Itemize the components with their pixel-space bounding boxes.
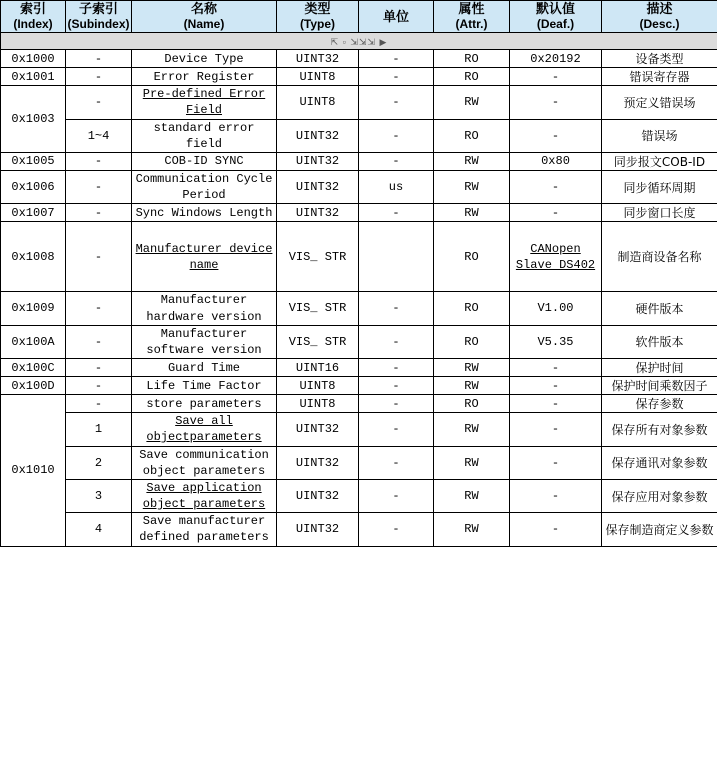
cell-attr: RO	[434, 325, 510, 358]
cell-unit: -	[359, 292, 434, 325]
cell-subindex: -	[66, 68, 132, 86]
table-row	[1, 222, 717, 292]
cell-default: -	[510, 413, 602, 446]
cell-name: Life Time Factor	[132, 377, 277, 395]
column-header-attr	[434, 1, 510, 33]
column-header-subindex	[66, 1, 132, 33]
cell-attr: RW	[434, 359, 510, 377]
cell-name: Save all objectparameters	[132, 413, 277, 446]
cell-unit: us	[359, 171, 434, 204]
table-row	[1, 359, 717, 377]
column-header-default-en: (Deaf.)	[536, 17, 575, 32]
cell-subindex: 1	[66, 413, 132, 446]
cell-unit: -	[359, 153, 434, 171]
cell-index: 0x100A	[1, 325, 66, 358]
cell-unit: -	[359, 377, 434, 395]
cell-name: Error Register	[132, 68, 277, 86]
cell-unit: -	[359, 325, 434, 358]
cell-subindex: -	[66, 222, 132, 292]
cell-type: UINT32	[277, 513, 359, 546]
column-header-unit-cn: 单位	[382, 8, 409, 24]
table-row	[1, 68, 717, 86]
cell-default: -	[510, 119, 602, 152]
cell-index: 0x1006	[1, 171, 66, 204]
cell-desc: 保存所有对象参数	[602, 413, 717, 446]
column-header-type-en: (Type)	[299, 17, 336, 32]
scroll-indicator-row	[1, 33, 717, 50]
table-row	[1, 395, 717, 413]
cell-type: UINT32	[277, 479, 359, 512]
cell-type: UINT32	[277, 171, 359, 204]
cell-type: UINT16	[277, 359, 359, 377]
cell-name: Manufacturer hardware version	[132, 292, 277, 325]
cell-name: Guard Time	[132, 359, 277, 377]
cell-index: 0x1010	[1, 395, 66, 547]
cell-subindex: -	[66, 50, 132, 68]
table-row	[1, 325, 717, 358]
cell-attr: RO	[434, 395, 510, 413]
column-header-desc	[602, 1, 717, 33]
cell-unit: -	[359, 479, 434, 512]
cell-desc: 保存参数	[602, 395, 717, 413]
cell-default: 0x80	[510, 153, 602, 171]
cell-default: V1.00	[510, 292, 602, 325]
cell-desc: 同步窗口长度	[602, 204, 717, 222]
cell-index: 0x1008	[1, 222, 66, 292]
cell-default: -	[510, 446, 602, 479]
column-header-unit	[359, 1, 434, 33]
cell-desc: 预定义错误场	[602, 86, 717, 119]
cell-default: -	[510, 86, 602, 119]
cell-name: Sync Windows Length	[132, 204, 277, 222]
column-header-desc-en: (Desc.)	[639, 17, 680, 32]
cell-index: 0x1000	[1, 50, 66, 68]
cell-type: UINT8	[277, 86, 359, 119]
cell-index: 0x1007	[1, 204, 66, 222]
cell-default: -	[510, 171, 602, 204]
table-row	[1, 204, 717, 222]
table-body	[1, 50, 717, 546]
cell-subindex: -	[66, 171, 132, 204]
cell-unit: -	[359, 86, 434, 119]
table-row	[1, 479, 717, 512]
cell-desc: 同步循环周期	[602, 171, 717, 204]
column-header-type-cn: 类型	[304, 1, 331, 16]
cell-attr: RO	[434, 119, 510, 152]
column-header-index-cn: 索引	[19, 1, 46, 16]
cell-type: VIS_ STR	[277, 325, 359, 358]
cell-attr: RW	[434, 377, 510, 395]
cell-unit: -	[359, 50, 434, 68]
table-row	[1, 86, 717, 119]
table-row	[1, 171, 717, 204]
cell-default: -	[510, 377, 602, 395]
cell-index: 0x1005	[1, 153, 66, 171]
cell-attr: RO	[434, 50, 510, 68]
cell-desc: 制造商设备名称	[602, 222, 717, 292]
cell-subindex: -	[66, 359, 132, 377]
header-row	[1, 1, 717, 33]
cell-index: 0x1003	[1, 86, 66, 153]
cell-unit: -	[359, 359, 434, 377]
cell-subindex: -	[66, 153, 132, 171]
cell-unit: -	[359, 446, 434, 479]
cell-name: Save communication object parameters	[132, 446, 277, 479]
table-row	[1, 292, 717, 325]
table-row	[1, 153, 717, 171]
cell-unit: -	[359, 68, 434, 86]
cell-desc: 保存应用对象参数	[602, 479, 717, 512]
column-header-name-en: (Name)	[183, 17, 225, 32]
cell-subindex: -	[66, 204, 132, 222]
cell-subindex: 3	[66, 479, 132, 512]
cell-default: 0x20192	[510, 50, 602, 68]
cell-subindex: 2	[66, 446, 132, 479]
cell-attr: RW	[434, 513, 510, 546]
cell-name: Save application object parameters	[132, 479, 277, 512]
cell-desc: 错误场	[602, 119, 717, 152]
cell-attr: RW	[434, 446, 510, 479]
cell-default: CANopen Slave DS402	[510, 222, 602, 292]
column-header-name-cn: 名称	[190, 1, 217, 16]
cell-type: UINT8	[277, 395, 359, 413]
cell-type: UINT32	[277, 446, 359, 479]
cell-subindex: -	[66, 325, 132, 358]
cell-default: V5.35	[510, 325, 602, 358]
cell-default: -	[510, 513, 602, 546]
cell-desc: 软件版本	[602, 325, 717, 358]
cell-desc: 保护时间	[602, 359, 717, 377]
cell-type: UINT32	[277, 50, 359, 68]
cell-name: Communication Cycle Period	[132, 171, 277, 204]
cell-unit: -	[359, 413, 434, 446]
cell-subindex: -	[66, 292, 132, 325]
column-header-desc-cn: 描述	[646, 1, 673, 16]
cell-subindex: -	[66, 395, 132, 413]
cell-desc: 设备类型	[602, 50, 717, 68]
cell-type: UINT32	[277, 153, 359, 171]
column-header-subindex-cn: 子索引	[78, 1, 118, 16]
cell-desc: 错误寄存器	[602, 68, 717, 86]
column-header-index-en: (Index)	[13, 17, 53, 32]
cell-name: Save manufacturer defined parameters	[132, 513, 277, 546]
cell-desc: 保护时间乘数因子	[602, 377, 717, 395]
cell-unit: -	[359, 395, 434, 413]
cell-index: 0x1009	[1, 292, 66, 325]
table-row	[1, 513, 717, 546]
cell-type: UINT32	[277, 413, 359, 446]
table-row	[1, 377, 717, 395]
cell-type: UINT8	[277, 377, 359, 395]
cell-default: -	[510, 395, 602, 413]
cell-subindex: -	[66, 86, 132, 119]
cell-name: Manufacturer software version	[132, 325, 277, 358]
table-header	[1, 1, 717, 50]
scroll-indicator	[1, 33, 717, 50]
cell-subindex: 1~4	[66, 119, 132, 152]
cell-attr: RW	[434, 86, 510, 119]
cell-desc: 保存制造商定义参数	[602, 513, 717, 546]
column-header-default-cn: 默认值	[535, 1, 575, 16]
cell-subindex: -	[66, 377, 132, 395]
cell-type: UINT32	[277, 204, 359, 222]
table-row	[1, 413, 717, 446]
cell-type: UINT8	[277, 68, 359, 86]
cell-index: 0x100C	[1, 359, 66, 377]
cell-default: -	[510, 204, 602, 222]
column-header-default	[510, 1, 602, 33]
cell-attr: RW	[434, 171, 510, 204]
cell-desc: 同步报文COB-ID	[602, 153, 717, 171]
cell-desc: 保存通讯对象参数	[602, 446, 717, 479]
cell-attr: RW	[434, 413, 510, 446]
column-header-index	[1, 1, 66, 33]
cell-attr: RW	[434, 153, 510, 171]
cell-name: Device Type	[132, 50, 277, 68]
cell-attr: RW	[434, 479, 510, 512]
cell-attr: RO	[434, 222, 510, 292]
column-header-type	[277, 1, 359, 33]
cell-name: standard error field	[132, 119, 277, 152]
cell-unit: -	[359, 204, 434, 222]
cell-desc: 硬件版本	[602, 292, 717, 325]
cell-attr: RO	[434, 292, 510, 325]
cell-subindex: 4	[66, 513, 132, 546]
cell-default: -	[510, 359, 602, 377]
cell-type: VIS_ STR	[277, 222, 359, 292]
cell-default: -	[510, 68, 602, 86]
cell-name: Pre-defined Error Field	[132, 86, 277, 119]
cell-unit	[359, 222, 434, 292]
column-header-attr-cn: 属性	[458, 1, 485, 16]
cell-index: 0x100D	[1, 377, 66, 395]
column-header-name	[132, 1, 277, 33]
cell-unit: -	[359, 119, 434, 152]
column-header-attr-en: (Attr.)	[455, 17, 488, 32]
table-row	[1, 119, 717, 152]
cell-name: store parameters	[132, 395, 277, 413]
cell-default: -	[510, 479, 602, 512]
cell-name: Manufacturer device name	[132, 222, 277, 292]
table-row	[1, 50, 717, 68]
column-header-subindex-en: (Subindex)	[67, 17, 130, 32]
cell-unit: -	[359, 513, 434, 546]
scroll-marks: ⇱ ▫ ⇲⇲⇲ ▶	[330, 36, 388, 47]
cell-type: VIS_ STR	[277, 292, 359, 325]
table-row	[1, 446, 717, 479]
cell-attr: RO	[434, 68, 510, 86]
cell-type: UINT32	[277, 119, 359, 152]
cell-index: 0x1001	[1, 68, 66, 86]
cell-name: COB-ID SYNC	[132, 153, 277, 171]
cell-attr: RW	[434, 204, 510, 222]
